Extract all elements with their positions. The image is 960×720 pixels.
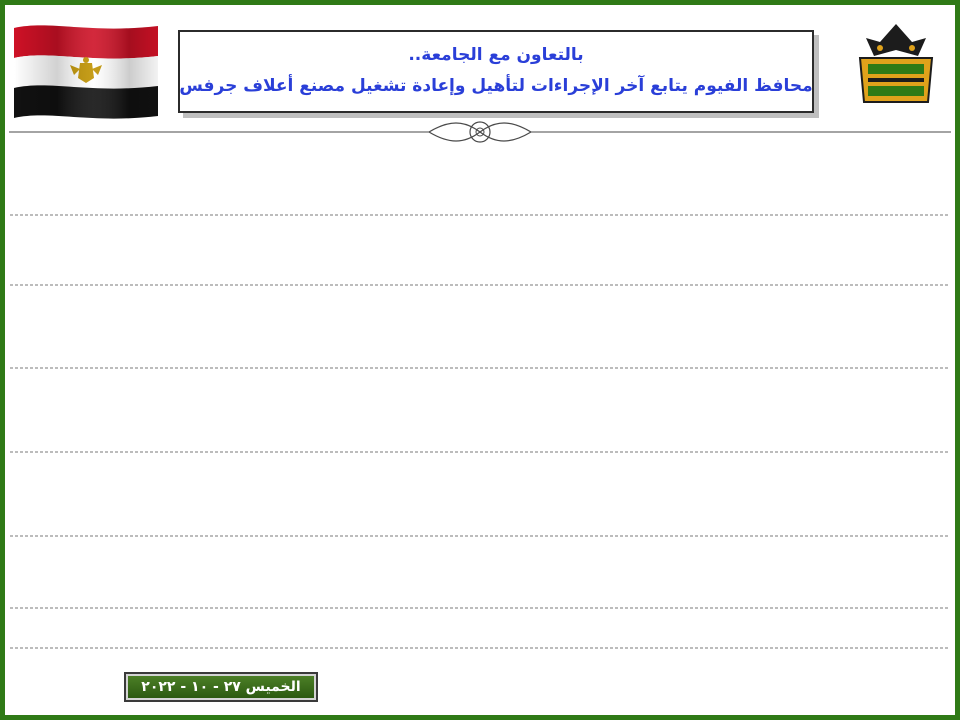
headline-box: [178, 30, 814, 113]
egypt-flag-icon: [10, 20, 162, 120]
paragraph-divider: [10, 279, 950, 291]
article-paragraph: [16, 222, 944, 276]
governorate-logo: [846, 20, 946, 110]
headline-kicker: بالتعاون مع الجامعة..: [408, 44, 584, 65]
article-paragraph: [16, 544, 944, 600]
article-paragraph: [16, 376, 944, 444]
paragraph-divider: [10, 362, 950, 374]
ornament-divider: [9, 116, 951, 148]
paragraph-divider: [10, 446, 950, 458]
paragraph-divider: [10, 530, 950, 542]
article-paragraph: [16, 650, 944, 676]
article-paragraph: [16, 292, 944, 360]
governorate-emblem-icon: [846, 20, 946, 110]
publication-date: الخميس ٢٧ - ١٠ - ٢٠٢٢: [141, 679, 301, 695]
article-paragraph: [16, 460, 944, 528]
paragraph-divider: [10, 209, 950, 221]
article-paragraph: [16, 150, 944, 206]
article-body: [16, 150, 944, 676]
article-paragraph: [16, 614, 944, 642]
headline: محافظ الفيوم يتابع آخر الإجراءات لتأهيل وإعادة تشغيل مصنع أعلاف جرفس: [179, 75, 813, 96]
date-banner: [126, 674, 316, 700]
paragraph-divider: [10, 602, 950, 614]
